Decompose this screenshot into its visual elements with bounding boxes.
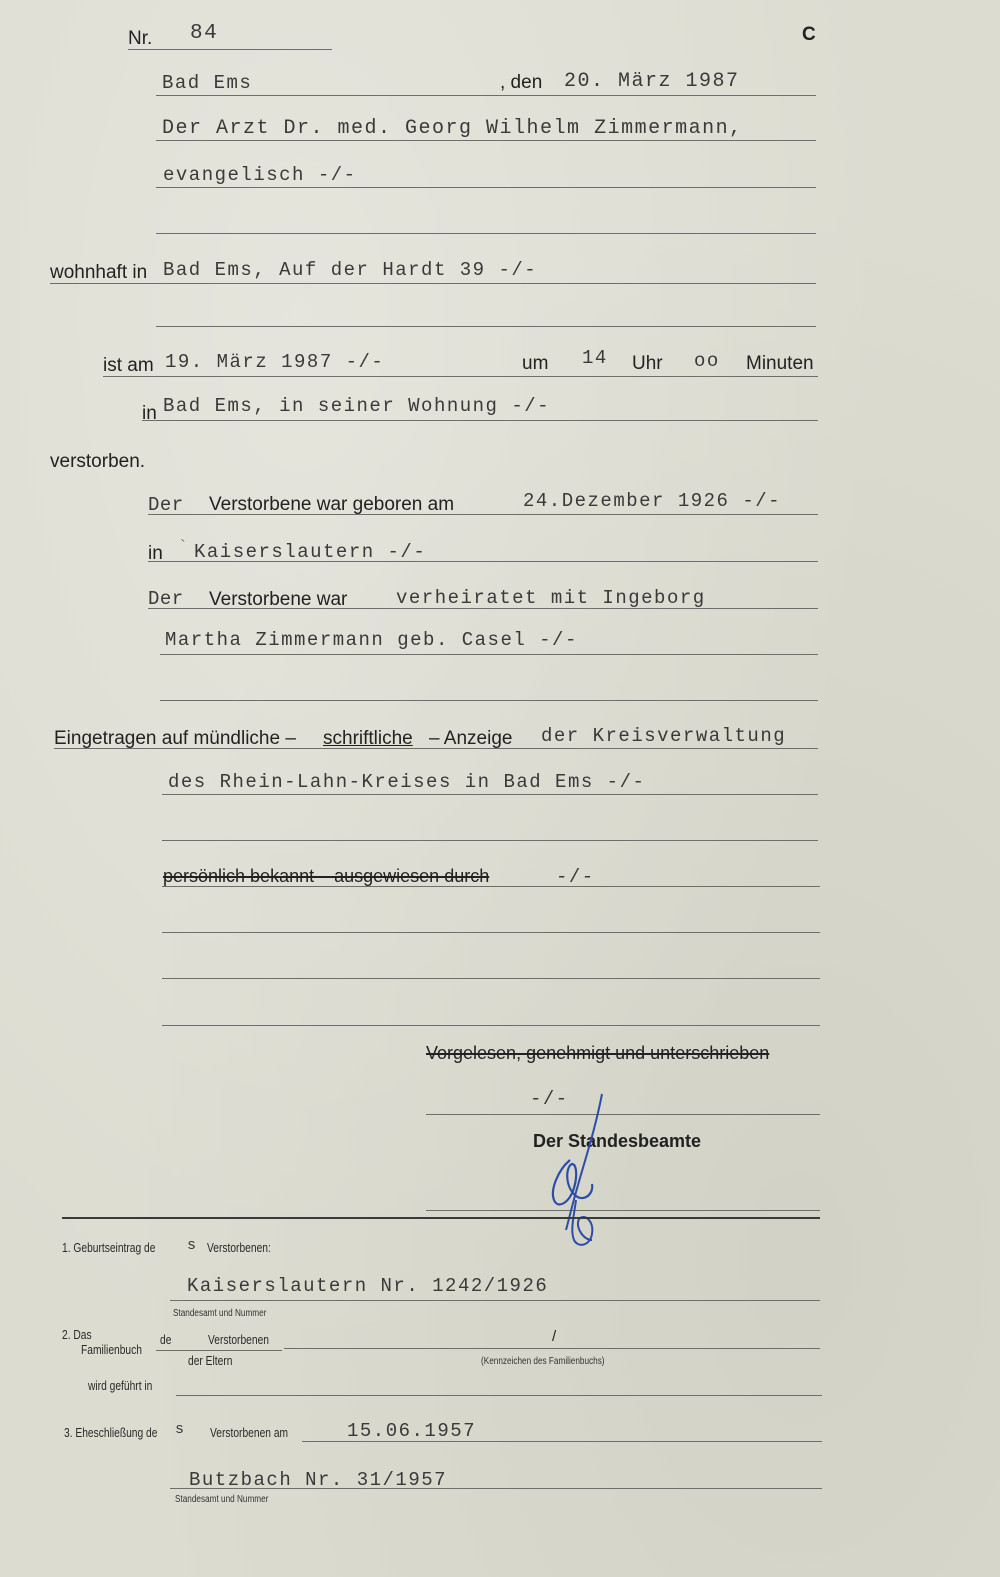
item2-verst: Verstorbenen [208, 1333, 269, 1347]
section-divider [62, 1217, 820, 1219]
status-label: Verstorbene war [209, 589, 348, 610]
born-label: Verstorbene war geboren am [209, 494, 455, 515]
item2-num: 2. Das [62, 1328, 92, 1342]
line-item1 [170, 1300, 820, 1301]
line-registrar [426, 1210, 820, 1211]
verstorben-label: verstorben. [50, 451, 146, 472]
item2-de: de [160, 1333, 172, 1347]
line-birth-date [148, 514, 818, 515]
line-status [148, 608, 818, 609]
item1-label-b: Verstorbenen: [207, 1241, 271, 1255]
item3-label-b: Verstorbenen am [210, 1426, 289, 1440]
der-prefix-1: Der [148, 494, 184, 516]
minuten-label: Minuten [746, 353, 814, 374]
date-value: 20. März 1987 [564, 70, 740, 93]
um-label: um [522, 353, 549, 374]
minutes-value: oo [694, 350, 720, 372]
line-address [50, 283, 816, 284]
item3-date: 15.06.1957 [347, 1420, 477, 1442]
address-value: Bad Ems, Auf der Hardt 39 -/- [163, 259, 538, 281]
item2-bracket-line [156, 1350, 282, 1351]
line-reporter-3 [162, 840, 818, 841]
line-person-2 [156, 187, 816, 188]
line-date [156, 95, 816, 96]
death-date-value: 19. März 1987 -/- [165, 351, 385, 373]
der-prefix-2: Der [148, 588, 184, 610]
reporter-line-2: des Rhein-Lahn-Kreises in Bad Ems -/- [168, 771, 646, 793]
line-death-place [142, 420, 818, 421]
item1-caption: Standesamt und Nummer [173, 1308, 267, 1319]
registrar-signature [540, 1090, 620, 1260]
person-line-2: evangelisch -/- [163, 164, 357, 186]
item2-slash: / [552, 1328, 557, 1345]
line-identity-2 [162, 932, 820, 933]
line-item2-gefuehrt [176, 1395, 822, 1396]
registrar-label: Der Standesbeamte [533, 1131, 702, 1151]
item2-caption: (Kennzeichen des Familienbuchs) [481, 1356, 605, 1367]
nr-label: Nr. [128, 28, 153, 49]
registered-label: Eingetragen auf mündliche – [54, 728, 296, 749]
registered-label-2: – Anzeige [429, 728, 513, 749]
nr-value: 84 [190, 22, 219, 45]
hour-value: 14 [582, 347, 608, 369]
line-registered [54, 748, 818, 749]
nr-line [128, 49, 332, 50]
item1-label: 1. Geburtseintrag de [62, 1241, 156, 1255]
line-item3 [302, 1441, 822, 1442]
birth-place-value: Kaiserslautern -/- [194, 541, 427, 563]
line-spouse [160, 654, 818, 655]
line-signoff [426, 1114, 820, 1115]
death-place-value: Bad Ems, in seiner Wohnung -/- [163, 395, 551, 417]
in-label-2: in [148, 543, 163, 564]
item2-gefuehrt: wird geführt in [88, 1379, 153, 1393]
item1-s: s [187, 1237, 198, 1254]
line-spouse-2 [160, 700, 818, 701]
item2-fam: Familienbuch [81, 1343, 142, 1357]
wohnhaft-label: wohnhaft in [50, 262, 148, 283]
signoff-value: -/- [530, 1088, 569, 1110]
line-item2 [284, 1348, 820, 1349]
item3-s: s [175, 1421, 186, 1438]
line-reporter-2 [162, 794, 818, 795]
person-line-1: Der Arzt Dr. med. Georg Wilhelm Zimmermann, [162, 117, 743, 140]
tick-mark: ` [178, 538, 190, 556]
in-label: in [142, 403, 157, 424]
line-item3-value [170, 1488, 822, 1489]
item1-value: Kaiserslautern Nr. 1242/1926 [187, 1275, 549, 1297]
place-value: Bad Ems [162, 72, 253, 94]
item3-label: 3. Eheschließung de [64, 1426, 158, 1440]
line-death-time [103, 376, 818, 377]
line-identity [162, 886, 820, 887]
uhr-label: Uhr [632, 353, 663, 374]
ist-am-label: ist am [103, 355, 154, 376]
status-value: verheiratet mit Ingeborg [396, 587, 706, 609]
item3-value: Butzbach Nr. 31/1957 [189, 1469, 448, 1491]
line-address-2 [156, 326, 816, 327]
line-birth-place [148, 561, 818, 562]
line-identity-4 [162, 1025, 820, 1026]
item3-caption: Standesamt und Nummer [175, 1494, 269, 1505]
reporter-line-1: der Kreisverwaltung [541, 725, 787, 747]
form-letter: C [802, 24, 816, 45]
identity-struck: persönlich bekannt – ausgewiesen durch [163, 866, 490, 886]
birth-date-value: 24.Dezember 1926 -/- [523, 490, 782, 512]
line-person-1 [156, 140, 816, 141]
signoff-struck: Vorgelesen, genehmigt und unterschrieben [426, 1043, 770, 1063]
identity-value: -/- [556, 866, 595, 888]
line-identity-3 [162, 978, 820, 979]
line-person-3 [156, 233, 816, 234]
den-label: , den [500, 72, 543, 93]
item2-eltern: der Eltern [188, 1354, 233, 1368]
registered-struck: schriftliche [323, 728, 413, 749]
spouse-value: Martha Zimmermann geb. Casel -/- [165, 629, 578, 651]
